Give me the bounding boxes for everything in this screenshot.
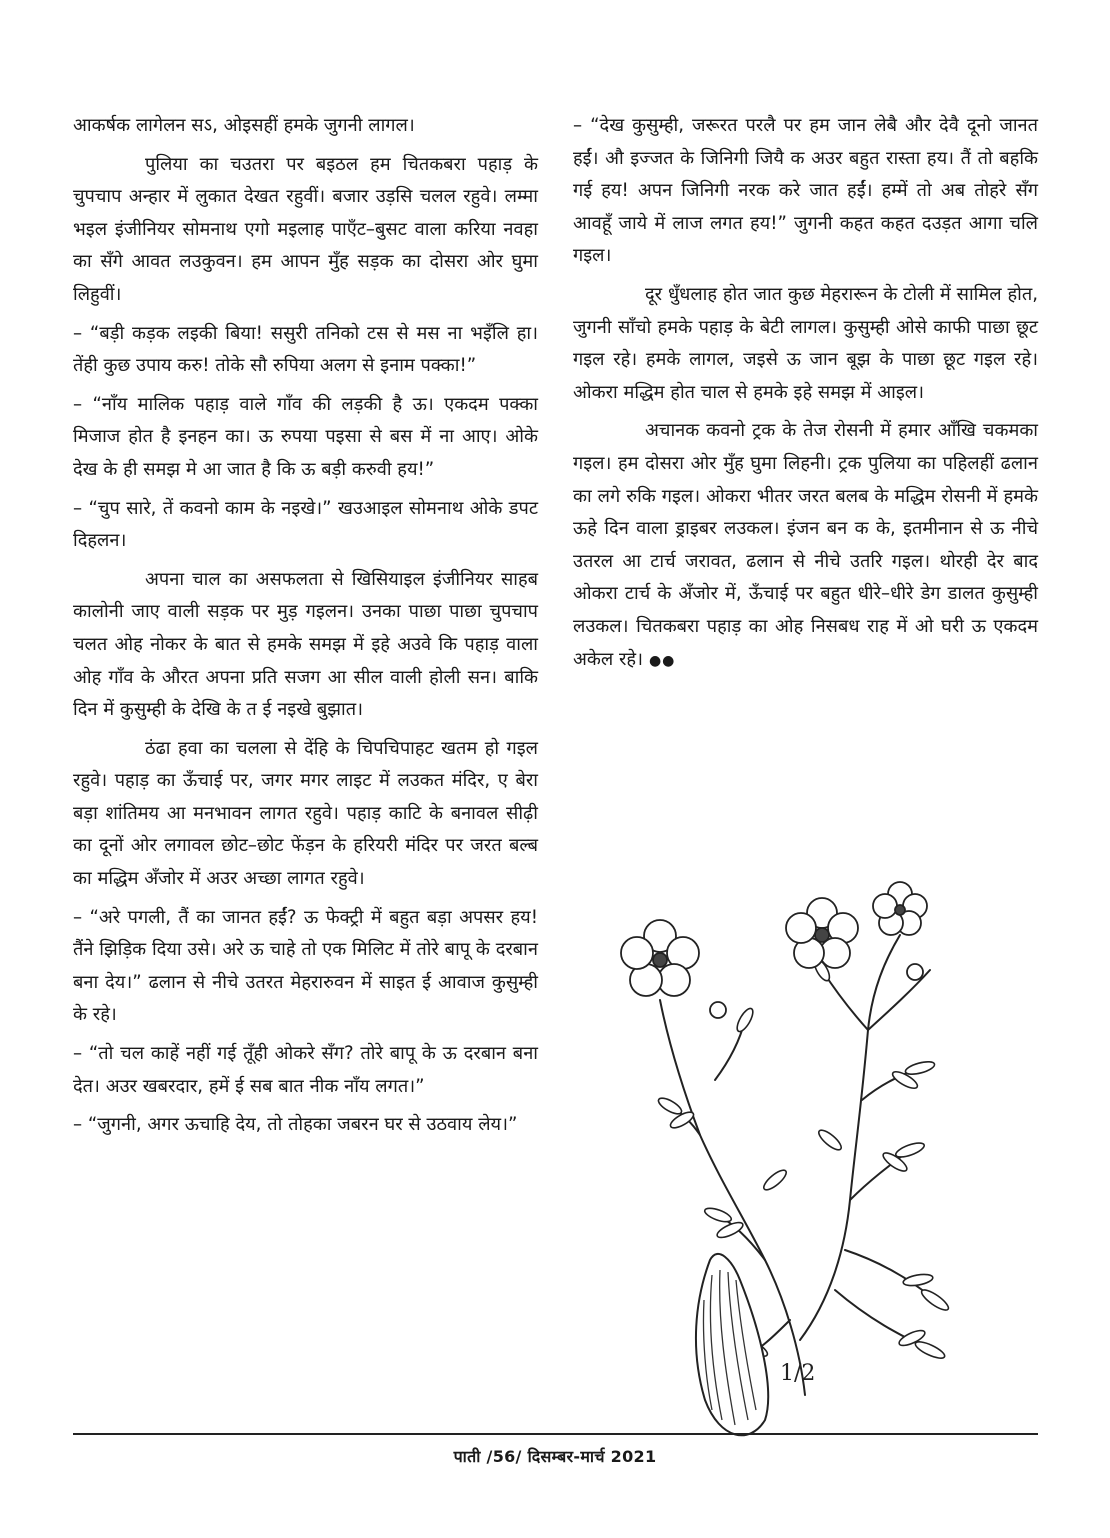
paragraph: आकर्षक लागेलन सऽ, ओइसहीं हमके जुगनी लागल। xyxy=(73,115,415,136)
flower-illustration xyxy=(600,880,1060,1450)
paragraph xyxy=(573,415,1038,677)
seed-detail xyxy=(696,1254,768,1435)
end-mark-icon: ●● xyxy=(648,652,676,669)
dialogue-paragraph: – “चुप सारे, तें कवनो काम के नइखे।” खउआइल सोमनाथ ओके डपट दिहलन। xyxy=(73,497,538,552)
paragraph: पुलिया का चउतरा पर बइठल हम चितकबरा पहाड़ के चुपचाप अन्हार में लुकात देखत रहुवीं। बजार उड़सि चलल रहुवे। लम्मा भइल इंजीनियर सोमनाथ एगो मइलाह पाएँट–बुसट वाला करिया नवहा का सँगे आवत लउकुवन। हम आपन मुँह सड़क का दोसरा ओर घुमा लिहुवीं। xyxy=(73,153,538,305)
paragraph: अपना चाल का असफलता से खिसियाइल इंजीनियर साहब कालोनी जाए वाली सड़क पर मुड़ गइलन। उनका पाछा पाछा चुपचाप चलत ओह नोकर के बात से हमके समझ में इहे अउवे कि पहाड़ वाला ओह गाँव के औरत अपना प्रति सजग आ सील वाली होली सन। बाकि दिन में कुसुम्ही के देखि के त ई नइखे बुझात। xyxy=(73,568,538,721)
dialogue-paragraph: – “जुगनी, अगर ऊचाहि देय, तो तोहका जबरन घर से उठवाय लेय।” xyxy=(73,1114,518,1136)
paragraph: ठंढा हवा का चलला से देंहि के चिपचिपाहट खतम हो गइल रहुवे। पहाड़ का ऊँचाई पर, जगर मगर लाइट में लउकत मंदिर, ए बेरा बड़ा शांतिमय आ मनभावन लागत रहुवे। पहाड़ काटि के बनावल सीढ़ी का दूनों ओर लगावल छोट–छोट फेंड़न के हरियरी मंदिर पर जरत बल्ब का मद्धिम अँजोर में अउर अच्छा लागत रहुवे। xyxy=(73,737,538,890)
paragraph: दूर धुँधलाह होत जात कुछ मेहरारून के टोली में सामिल होत, जुगनी साँचो हमके पहाड़ के बेटी लागल। कुसुम्ही ओसे काफी पाछा छूट गइल रहे। हमके लागल, जइसे ऊ जान बूझ के पाछा छूट गइल रहे। ओकरा मद्धिम होत चाल से हमके इहे समझ में आइल। xyxy=(573,283,1038,403)
dialogue-paragraph: – “देख कुसुम्ही, जरूरत परलै पर हम जान लेबै और देवै दूनो जानत हईं। औ इज्जत के जिनिगी जियै क अउर बहुत रास्ता हय। तैं तो बहकि गई हय! अपन जिनिगी नरक करे जात हईं। हम्में तो अब तोहरे सँग आवहूँ जाये में लाज लगत हय!” जुगनी कहत कहत दउड़त आगा चलि गइल। xyxy=(573,115,1038,267)
final-paragraph-text: अचानक कवनो ट्रक के तेज रोसनी में हमार आँखि चकमका गइल। हम दोसरा ओर मुँह घुमा लिहनी। ट्रक पुलिया का पहिलहीं ढलान का लगे रुकि गइल। ओकरा भीतर जरत बलब के मद्धिम रोसनी में हमके ऊहे दिन वाला ड्राइबर लउकल। इंजन बन क के, इतमीनान से ऊ नीचे उतरल आ टार्च जरावत, ढलान से नीचे उतरि गइल। थोरही देर बाद ओकरा टार्च के अँजोर में, ऊँचाई पर बहुत धीरे–धीरे डेग डालत कुसुम्ही लउकल। चितकबरा पहाड़ का ओह निसबध राह में ओ घरी ऊ एकदम अकेल रहे। xyxy=(573,420,1038,670)
left-column xyxy=(73,110,538,1148)
footer-divider xyxy=(73,1433,1038,1435)
dialogue-paragraph: – “बड़ी कड़क लइकी बिया! ससुरी तनिको टस से मस ना भइँलि हा। तेंही कुछ उपाय करु! तोके सौ रुपिया अलग से इनाम पक्का!” xyxy=(73,322,538,377)
dialogue-paragraph: – “अरे पगली, तैं का जानत हईं? ऊ फेक्ट्री में बहुत बड़ा अपसर हय! तैंने झिड़िक दिया उसे। अरे ऊ चाहे तो एक मिलिट में तोरे बापू के दरबान बना देय।” ढलान से नीचे उतरत मेहरारुवन में साइत ई आवाज कुसुम्ही के रहे। xyxy=(73,906,538,1026)
flowers xyxy=(621,882,927,1018)
right-column xyxy=(573,110,1038,683)
page-footer: पाती /56/ दिसम्बर-मार्च 2021 xyxy=(453,1447,657,1466)
dialogue-paragraph: – “तो चल काहें नहीं गई तूँही ओकरे सँग? तोरे बापू के ऊ दरबान बना देत। अउर खबरदार, हमें ई सब बात नीक नाँय लगत।” xyxy=(73,1043,538,1097)
scale-fraction: 1/2 xyxy=(780,1361,816,1386)
dialogue-paragraph: – “नाँय मालिक पहाड़ वाले गाँव की लड़की है ऊ। एकदम पक्का मिजाज होत है इनहन का। ऊ रुपया पइसा से बस में ना आए। ओके देख के ही समझ मे आ जात है कि ऊ बड़ी करुवी हय!” xyxy=(73,393,538,480)
